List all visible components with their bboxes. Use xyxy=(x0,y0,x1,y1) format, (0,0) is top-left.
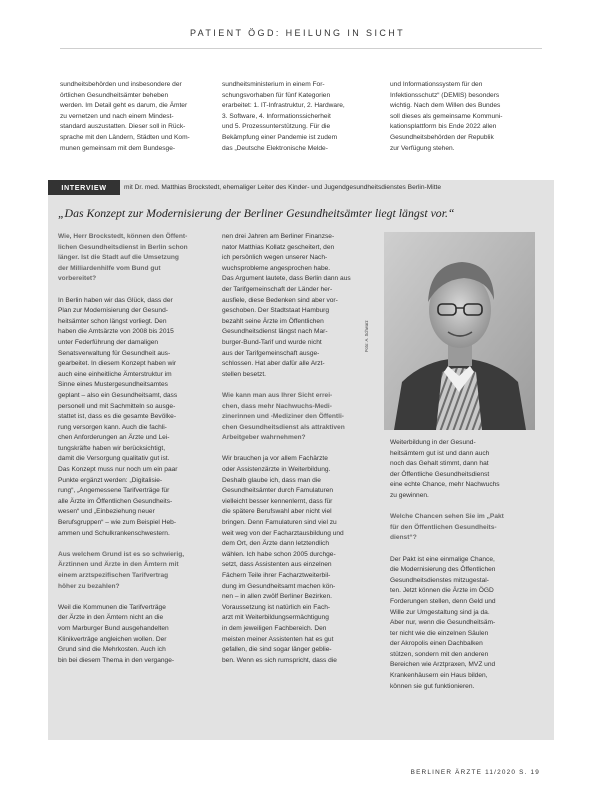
intro-column-1 xyxy=(60,80,210,154)
header-rule xyxy=(60,48,542,49)
interview-headline: „Das Konzept zur Modernisierung der Berliner Gesundheitsämter liegt längst vor.“ xyxy=(58,206,455,220)
question-paragraph: Wie, Herr Brockstedt, können den Öffent- lichen Gesundheitsdienst in Berlin schon länger. Ist die Stadt auf die Umsetzung der Milliardenhilfe vom Bund gut vorbereitet? xyxy=(58,233,188,283)
intro-paragraph: und Informationssystem für den Infektionsschutz“ (DEMIS) besonders wichtig. Nach dem Willen des Bundes soll dieses als gemeinsame Kommuni- kationsplattform bis Ende 2022 allen Gesundheitsbehörden der Republik zur Verfügung stehen. xyxy=(390,81,503,152)
question-paragraph: Aus welchem Grund ist es so schwierig, Ärztinnen und Ärzte in den Ämtern mit einem arztspezifischen Tarifvertrag höher zu bezahlen? xyxy=(58,550,185,590)
answer-paragraph: Wir brauchen ja vor allem Fachärzte oder Assistenzärzte in Weiterbildung. Deshalb glaube ich, dass man die Gesundheitsämter durch Famulaturen vielleicht besser kennenlernt, dass für die spätere Berufswahl aber nicht viel bringen. Denn Famulaturen sind viel zu weit weg von der Facharztausbildung und dem Ort, den Ärzte dann letztendlich wählen. Ich habe schon 2005 durchge- setzt, dass Assistenten aus einzelnen Fächern Teile ihrer Facharztweiterbil- dung im Gesundheitsamt machen kön- nen – in allen zwölf Berliner Bezirken. Voraussetzung ist natürlich ein Fach- arzt mit Weiterbildungsermächtigung in dem jeweiligen Fachbereich. Den meisten meiner Assistenten hat es gut gefallen, die sind sogar länger geblie- ben. Wenn es sich rumspricht, dass die xyxy=(222,455,344,664)
running-head: PATIENT ÖGD: HEILUNG IN SICHT xyxy=(189,28,406,38)
intro-column-2 xyxy=(222,80,372,154)
answer-paragraph: nen drei Jahren am Berliner Finanzse- nator Matthias Kollatz gescheitert, den ich persönlich wegen unserer Nach- wuchsprobleme angesprochen habe. Das Argument lautete, dass Berlin dann aus der Tarifgemeinschaft der Länder her- ausfiele, diese Bedenken sind aber vor- geschoben. Der Stadtstaat Hamburg bezahlt seine Ärzte im Öffentlichen Gesundheitsdienst längst nach Mar- burger-Bund-Tarif und wurde nicht aus der Tarifgemeinschaft ausge- schlossen. Hat aber dafür alle Arzt- stellen besetzt. xyxy=(222,233,351,378)
question-paragraph: Wie kann man aus Ihrer Sicht errei- chen, dass mehr Nachwuchs-Medi- zinerinnen und -Mediziner den Öffentli- chen Gesundheitsdienst als attraktiven Arbeitgeber wahrnehmen? xyxy=(222,391,345,442)
interview-column-3 xyxy=(390,438,540,692)
interview-column-2 xyxy=(222,232,372,666)
portrait-photo xyxy=(384,232,535,430)
photo-credit: Foto: A. Schwarz xyxy=(364,320,369,352)
page-footer: BERLINER ÄRZTE 11/2020 S. 19 xyxy=(410,769,540,776)
interview-column-1 xyxy=(58,232,208,666)
answer-paragraph: In Berlin haben wir das Glück, dass der Plan zur Modernisierung der Gesund- heitsämter schon längst vorliegt. Den haben die Amtsärzte von 2008 bis 2015 unter Federführung der damaligen Senatsverwaltung für Gesundheit aus- gearbeitet. In diesem Konzept haben wir auch eine einheitliche Ämterstruktur im Sinne eines Mustergesundheitsamtes geplant – also ein Gesundheitsamt, dass personell und mit Sachmitteln so ausge- stattet ist, dass es die gesamte Bevölke- rung versorgen kann. Auch die fachli- chen Anforderungen an Ärzte und Lei- tungskräfte haben wir berücksichtigt, damit die Versorgung qualitativ gut ist. Das Konzept muss nur noch um ein paar Punkte ergänzt werden: „Digitalisie- rung“, „Angemessene Tarifverträge für alle Ärzte im Öffentlichen Gesundheits- wesen“ und „Einbeziehung neuer Berufsgruppen“ – wie zum Beispiel Heb- ammen und Schulkrankenschwestern. xyxy=(58,296,178,537)
question-paragraph: Welche Chancen sehen Sie im „Pakt für den Öffentlichen Gesundheits- dienst“? xyxy=(390,513,504,542)
intro-paragraph: sundheitsministerium in einem For- schungsvorhaben für fünf Kategorien erarbeitet: 1. IT-Infrastruktur, 2. Hardware, 3. Software, 4. Informationssicherheit und 5. Prozessunterstützung. Für die Bekämpfung einer Pandemie ist zudem das „Deutsche Elektronische Melde- xyxy=(222,81,345,152)
interview-credit: mit Dr. med. Matthias Brockstedt, ehemaliger Leiter des Kinder- und Jugendgesundheitsdienstes Berlin-Mitte xyxy=(124,184,442,191)
intro-paragraph: sundheitsbehörden und insbesondere der örtlichen Gesundheitsämter beheben werden. Im Detail geht es darum, die Ämter zu vernetzen und nach einem Mindest- standard auszustatten. Dieser soll in Rück- sprache mit den Ländern, Städten und Kom- munen gemeinsam mit dem Bundesge- xyxy=(60,81,190,152)
answer-paragraph: Weil die Kommunen die Tarifverträge der Ärzte in den Ämtern nicht an die vom Marburger Bund ausgehandelten Klinikverträge angleichen wollen. Der Grund sind die Mehrkosten. Auch ich bin bei diesem Thema in den vergange- xyxy=(58,603,175,664)
intro-column-3 xyxy=(390,80,540,154)
answer-paragraph: Weiterbildung in der Gesund- heitsämtern gut ist und dann auch noch das Gehalt stimmt, dann hat der Öffentliche Gesundheitsdienst eine echte Chance, mehr Nachwuchs zu gewinnen. xyxy=(390,439,500,499)
answer-paragraph: Der Pakt ist eine einmalige Chance, die Modernisierung des Öffentlichen Gesundheitsdienstes mitzugestal- ten. Jetzt können die Ärzte im ÖGD Forderungen stellen, denn Geld und Wille zur Umgestaltung sind ja da. Aber nur, wenn die Gesundheitsäm- ter nicht wie die einzelnen Säulen der Akropolis einen Dachbalken stützen, sondern mit den anderen Bereichen wie Arztpraxen, MVZ und Krankenhäusern ein Haus bilden, können sie gut funktionieren. xyxy=(390,555,496,690)
interview-tag: INTERVIEW xyxy=(48,180,120,195)
